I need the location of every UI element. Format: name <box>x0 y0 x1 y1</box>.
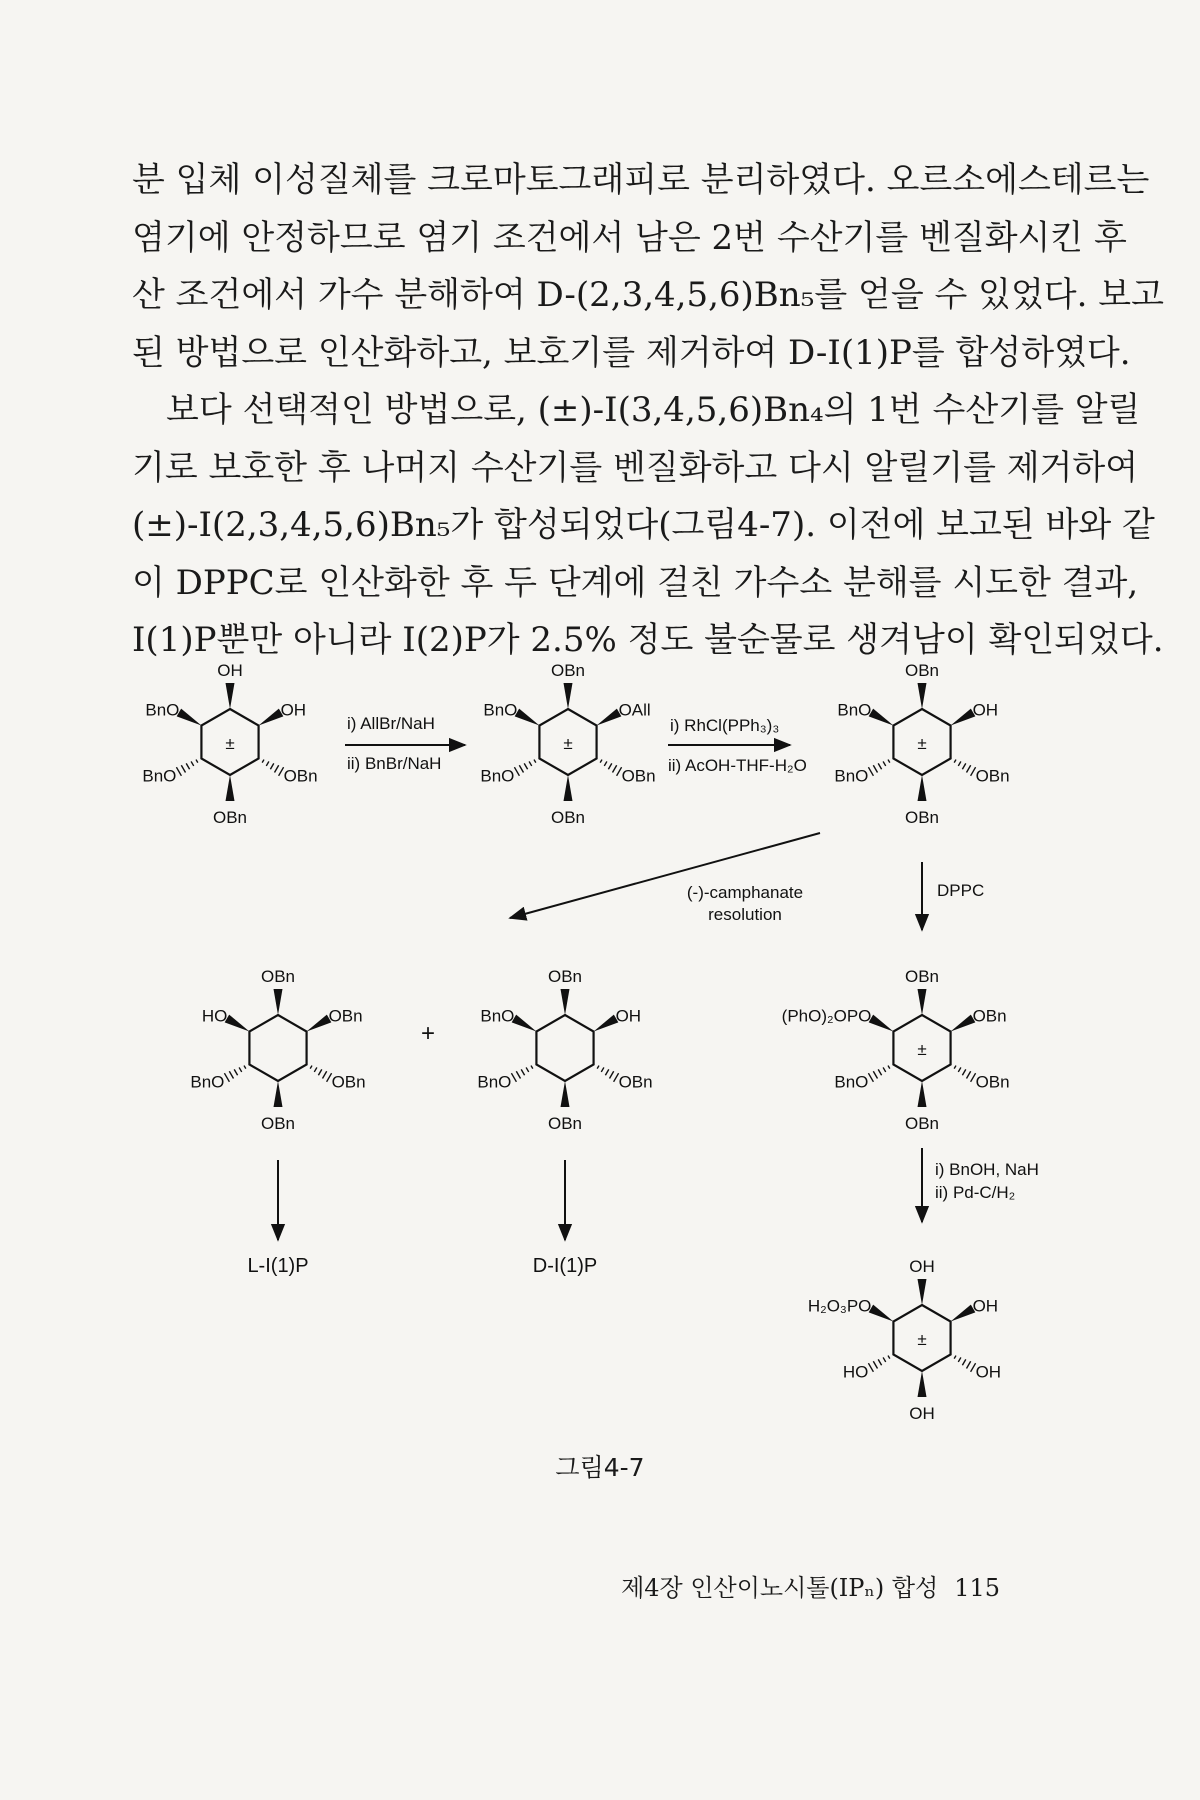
substituent-label: BnO <box>190 1072 225 1092</box>
wedge-bond <box>274 989 283 1015</box>
substituent-label: OBn <box>904 967 940 986</box>
hashed-bond <box>600 760 621 776</box>
wedge-bond <box>918 1279 927 1305</box>
wedge-bond <box>918 1371 927 1397</box>
wedge-bond <box>561 989 570 1015</box>
racemic-mark: ± <box>225 734 235 753</box>
racemic-mark: ± <box>563 734 573 753</box>
substituent-label: OBn <box>904 661 940 680</box>
substituent-label: OBn <box>547 1114 583 1133</box>
reagent-label: i) BnOH, NaH <box>935 1160 1039 1179</box>
inositol-structure <box>808 1257 1001 1423</box>
text-line: I(1)P뿐만 아니라 I(2)P가 2.5% 정도 불순물로 생겨남이 확인되었다. <box>132 620 1164 660</box>
substituent-label: BnO <box>834 1072 869 1092</box>
text-line: (±)-I(2,3,4,5,6)Bn₅가 합성되었다(그림4-7). 이전에 보고된 바와 같 <box>132 505 1155 545</box>
paragraph-2 <box>132 382 1164 670</box>
text-line: 이 DPPC로 인산화한 후 두 단계에 걸친 가수소 분해를 시도한 결과, <box>132 562 1139 603</box>
text-line: 기로 보호한 후 나머지 수산기를 벤질화하고 다시 알릴기를 제거하여 <box>132 447 1139 488</box>
substituent-label: OBn <box>975 766 1010 786</box>
hashed-bond <box>868 1356 889 1372</box>
hashed-bond <box>224 1066 245 1082</box>
hashed-bond <box>868 1066 889 1082</box>
substituent-label: HO <box>842 1362 869 1382</box>
reagent-label: DPPC <box>937 881 985 900</box>
wedge-bond <box>918 989 927 1015</box>
reagent-label: ii) AcOH-THF-H₂O <box>668 756 807 775</box>
wedge-bond <box>564 775 573 801</box>
reagent-label: ii) BnBr/NaH <box>347 754 442 773</box>
plus-sign: + <box>420 1020 436 1047</box>
figure-caption: 그림4-7 <box>555 1453 645 1482</box>
text-line: 된 방법으로 인산화하고, 보호기를 제거하여 D-I(1)P를 합성하였다. <box>132 332 1131 373</box>
wedge-bond <box>869 1305 894 1322</box>
page-number: 115 <box>954 1574 1000 1602</box>
substituent-label: BnO <box>480 1006 515 1026</box>
body-text <box>132 152 1164 670</box>
inositol-structure <box>834 661 1009 827</box>
substituent-label: OBn <box>328 1006 363 1026</box>
product-label: D-I(1)P <box>532 1255 598 1277</box>
wedge-bond <box>561 1081 570 1107</box>
substituent-label: BnO <box>477 1072 512 1092</box>
substituent-label: OBn <box>904 1114 940 1133</box>
reagent-label: resolution <box>708 905 782 924</box>
wedge-bond <box>918 1081 927 1107</box>
substituent-label: OH <box>972 1296 999 1316</box>
substituent-label: OBn <box>975 1072 1010 1092</box>
text-line: 보다 선택적인 방법으로, (±)-I(3,4,5,6)Bn₄의 1번 수산기를 알릴 <box>166 390 1141 430</box>
substituent-label: OBn <box>547 967 583 986</box>
wedge-bond <box>226 775 235 801</box>
hashed-bond <box>954 1356 975 1372</box>
substituent-label: OBn <box>618 1072 653 1092</box>
substituent-label: OH <box>909 1404 935 1423</box>
substituent-label: OH <box>972 700 999 720</box>
wedge-bond <box>869 1015 894 1032</box>
substituent-label: OBn <box>621 766 656 786</box>
substituent-label: OBn <box>331 1072 366 1092</box>
hashed-bond <box>514 760 535 776</box>
substituent-label: HO <box>201 1006 228 1026</box>
inositol-structure <box>480 661 655 827</box>
hashed-bond <box>511 1066 532 1082</box>
substituent-label: OBn <box>550 661 586 680</box>
chapter-title: 제4장 인산이노시톨(IPₙ) 합성 <box>621 1574 939 1602</box>
hashed-bond <box>310 1066 331 1082</box>
substituent-label: H₂O₃PO <box>807 1296 872 1316</box>
text-line: 산 조건에서 가수 분해하여 D-(2,3,4,5,6)Bn₅를 얻을 수 있었다. 보고 <box>132 275 1164 315</box>
page-footer <box>621 1568 1000 1603</box>
inositol-structure <box>477 967 652 1133</box>
substituent-label: OH <box>280 700 307 720</box>
cyclohexane-ring <box>536 1015 593 1081</box>
hashed-bond <box>262 760 283 776</box>
wedge-bond <box>564 683 573 709</box>
hashed-bond <box>954 1066 975 1082</box>
substituent-label: OBn <box>260 1114 296 1133</box>
hashed-bond <box>954 760 975 776</box>
substituent-label: OH <box>975 1362 1002 1382</box>
hashed-bond <box>597 1066 618 1082</box>
racemic-mark: ± <box>917 734 927 753</box>
hashed-bond <box>176 760 197 776</box>
substituent-label: OH <box>909 1257 935 1276</box>
wedge-bond <box>869 709 894 726</box>
racemic-mark: ± <box>917 1330 927 1349</box>
substituent-label: OH <box>217 661 243 680</box>
substituent-label: OBn <box>212 808 248 827</box>
text-line: 분 입체 이성질체를 크로마토그래피로 분리하였다. 오르소에스테르는 <box>132 160 1150 200</box>
cyclohexane-ring <box>249 1015 306 1081</box>
reaction-scheme <box>0 640 1200 1520</box>
reagent-label: i) AllBr/NaH <box>347 714 435 733</box>
reagent-label: ii) Pd-C/H₂ <box>935 1183 1016 1202</box>
substituent-label: BnO <box>480 766 515 786</box>
wedge-bond <box>512 1015 537 1032</box>
substituent-label: OBn <box>972 1006 1007 1026</box>
substituent-label: OAll <box>618 700 651 720</box>
substituent-label: OBn <box>550 808 586 827</box>
substituent-label: BnO <box>142 766 177 786</box>
inositol-structure <box>190 967 365 1133</box>
substituent-label: OBn <box>283 766 318 786</box>
substituent-label: BnO <box>834 766 869 786</box>
substituent-label: OBn <box>260 967 296 986</box>
product-label: L-I(1)P <box>247 1255 309 1277</box>
substituent-label: OBn <box>904 808 940 827</box>
substituent-label: BnO <box>145 700 180 720</box>
paragraph-1 <box>132 152 1164 382</box>
reagent-label: (-)-camphanate <box>686 883 804 902</box>
wedge-bond <box>177 709 202 726</box>
substituent-label: (PhO)₂OPO <box>781 1006 872 1026</box>
wedge-bond <box>515 709 540 726</box>
inositol-structure <box>142 661 317 827</box>
hashed-bond <box>868 760 889 776</box>
wedge-bond <box>274 1081 283 1107</box>
reagent-label: i) RhCl(PPh₃)₃ <box>670 716 780 735</box>
inositol-structure <box>782 967 1010 1133</box>
wedge-bond <box>918 683 927 709</box>
substituent-label: BnO <box>837 700 872 720</box>
wedge-bond <box>226 683 235 709</box>
wedge-bond <box>225 1015 250 1032</box>
substituent-label: BnO <box>483 700 518 720</box>
racemic-mark: ± <box>917 1040 927 1059</box>
text-line: 염기에 안정하므로 염기 조건에서 남은 2번 수산기를 벤질화시킨 후 <box>132 217 1127 258</box>
wedge-bond <box>918 775 927 801</box>
substituent-label: OH <box>615 1006 642 1026</box>
